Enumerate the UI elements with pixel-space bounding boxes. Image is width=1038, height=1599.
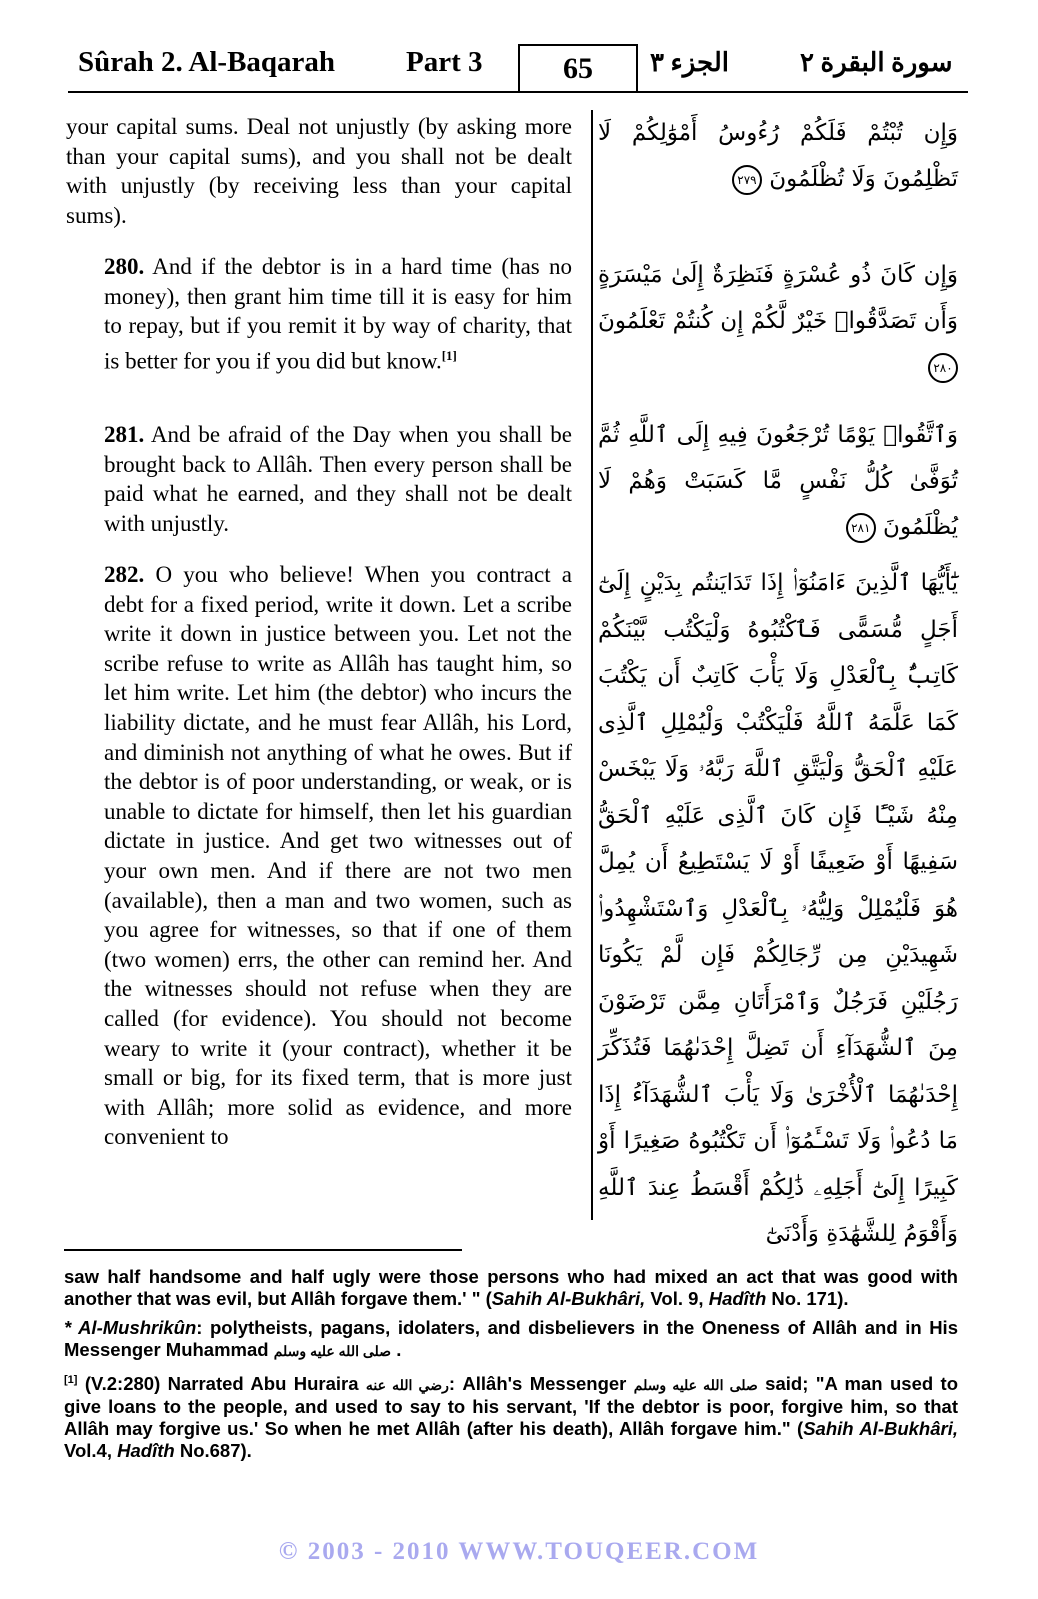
verse-text-ar: وَإِن تُبْتُمْ فَلَكُمْ رُءُوسُ أَمْوَٰلِكُمْ لَا تَظْلِمُونَ وَلَا تُظْلَمُونَ — [598, 120, 958, 192]
copyright-watermark: © 2003 - 2010 WWW.TOUQEER.COM — [278, 1538, 760, 1565]
verse-279-ar — [598, 110, 958, 202]
surah-title-en: Sûrah 2. Al-Baqarah — [78, 46, 336, 78]
footnotes — [64, 1266, 958, 1469]
verse-text: And if the debtor is in a hard time (has no money), then grant him time till it is easy for him to repay, but if you remit it by way of charity, that is better for you if you did but know. — [104, 254, 572, 374]
verse-text-ar: وَإِن كَانَ ذُو عُسْرَةٍ فَنَظِرَةٌ إِلَىٰ مَيْسَرَةٍ وَأَن تَصَدَّقُوا۟ خَيْرٌ لَّكُمْ إِن كُنتُمْ تَعْلَمُونَ — [598, 262, 958, 334]
verse-281-ar — [598, 412, 958, 550]
page-number: 65 — [518, 44, 638, 92]
verse-281-en — [66, 420, 572, 538]
verse-280-en — [66, 252, 572, 376]
verse-279-en-continuation — [66, 112, 572, 230]
verse-text-ar: يَٰٓأَيُّهَا ٱلَّذِينَ ءَامَنُوٓا۟ إِذَا تَدَايَنتُم بِدَيْنٍ إِلَىٰٓ أَجَلٍ مُّسَمًّى فَٱكْتُبُوهُ وَلْيَكْتُب بَّيْنَكُمْ كَاتِبٌۢ بِٱلْعَدْلِ وَلَا يَأْبَ كَاتِبٌ أَن يَكْتُبَ كَمَا عَلَّمَهُ ٱللَّهُ فَلْيَكْتُبْ وَلْيُمْلِلِ ٱلَّذِى عَلَيْهِ ٱلْحَقُّ وَلْيَتَّقِ ٱللَّهَ رَبَّهُۥ وَلَا يَبْخَسْ مِنْهُ شَيْـًٔا فَإِن كَانَ ٱلَّذِى عَلَيْهِ ٱلْحَقُّ سَفِيهًا أَوْ ضَعِيفًا أَوْ لَا يَسْتَطِيعُ أَن يُمِلَّ هُوَ فَلْيُمْلِلْ وَلِيُّهُۥ بِٱلْعَدْلِ وَٱسْتَشْهِدُوا۟ شَهِيدَيْنِ مِن رِّجَالِكُمْ فَإِن لَّمْ يَكُونَا رَجُلَيْنِ فَرَجُلٌ وَٱمْرَأَتَانِ مِمَّن تَرْضَوْنَ مِنَ ٱلشُّهَدَآءِ أَن تَضِلَّ إِحْدَىٰهُمَا فَتُذَكِّرَ إِحْدَىٰهُمَا ٱلْأُخْرَىٰ وَلَا يَأْبَ ٱلشُّهَدَآءُ إِذَا مَا دُعُوا۟ وَلَا تَسْـَٔمُوٓا۟ أَن تَكْتُبُوهُ صَغِيرًا أَوْ كَبِيرًا إِلَىٰٓ أَجَلِهِۦ ذَٰلِكُمْ أَقْسَطُ عِندَ ٱللَّهِ وَأَقْوَمُ لِلشَّهَٰدَةِ وَأَدْنَىٰٓ — [598, 570, 958, 1247]
verse-text: And be afraid of the Day when you shall be brought back to Allâh. Then every person shall be paid what he earned, and they shall not be dealt with unjustly. — [104, 422, 572, 536]
part-label-ar: الجزء ٣ — [650, 48, 729, 77]
footnote-mushrikun: * Al-Mushrikûn: polytheists, pagans, idolaters, and disbelievers in the Oneness of Allâh and in His Messenger Muhammad صلى الله عليه وسلم . — [64, 1317, 958, 1360]
verse-number: 280. — [104, 254, 145, 279]
verse-text: O you who believe! When you contract a debt for a fixed period, write it down. Let a scribe write it down in justice between you. Let not the scribe refuse to write as Allâh has taught him, so let him write. Let him (the debtor) who incurs the liability dictate, and he must fear Allâh, his Lord, and diminish not anything of what he owes. But if the debtor is of poor understanding, or weak, or is unable to dictate for himself, then let his guardian dictate in justice. And get two witnesses out of your own men. And if there are not two men (available), then a man and two women, such as you agree for witnesses, so that if one of them (two women) errs, the other can remind her. And the witnesses should not refuse when they are called (for evidence). You should not become weary to write it (your contract), whether it be small or big, for its fixed term, that is more just with Allâh; more solid as evidence, and more convenient to — [104, 562, 573, 1150]
header-divider — [68, 91, 968, 93]
ayah-end-marker: ٢٨٠ — [928, 353, 958, 383]
surah-title-ar: سورة البقرة ٢ — [800, 48, 953, 77]
footnote-1: [1] (V.2:280) Narrated Abu Huraira رضي الله عنه: Allâh's Messenger صلى الله عليه وسلم said; "A man used to give loans to the people, and used to say to his servant, 'If the debtor is poor, forgive him, so that Allâh may forgive us.' So when he met Allâh (after his death), Allâh forgave him." (Sahih Al-Bukhâri, Vol.4, Hadîth No.687). — [64, 1373, 958, 1462]
part-label-en: Part 3 — [406, 46, 483, 78]
footnote-divider — [64, 1249, 462, 1251]
column-divider — [591, 110, 593, 1220]
verse-text: your capital sums. Deal not unjustly (by asking more than your capital sums), and you shall not be dealt with unjustly (by receiving less than your capital sums). — [66, 114, 572, 228]
footnote-continuation: saw half handsome and half ugly were those persons who had mixed an act that was good with another that was evil, but Allâh forgave them.' " (Sahih Al-Bukhâri, Vol. 9, Hadîth No. 171). — [64, 1266, 958, 1309]
verse-number: 282. — [104, 562, 145, 587]
verse-280-ar — [598, 252, 958, 390]
ayah-end-marker: ٢٧٩ — [732, 165, 762, 195]
verse-282-ar — [598, 560, 958, 1258]
page-header — [68, 46, 968, 90]
footnote-marker: [1] — [441, 347, 457, 363]
ayah-end-marker: ٢٨١ — [846, 513, 876, 543]
verse-text-ar: وَٱتَّقُوا۟ يَوْمًا تُرْجَعُونَ فِيهِ إِلَى ٱللَّهِ ثُمَّ تُوَفَّىٰ كُلُّ نَفْسٍ مَّا كَسَبَتْ وَهُمْ لَا يُظْلَمُونَ — [598, 422, 958, 540]
verse-282-en — [66, 560, 572, 1152]
verse-number: 281. — [104, 422, 145, 447]
